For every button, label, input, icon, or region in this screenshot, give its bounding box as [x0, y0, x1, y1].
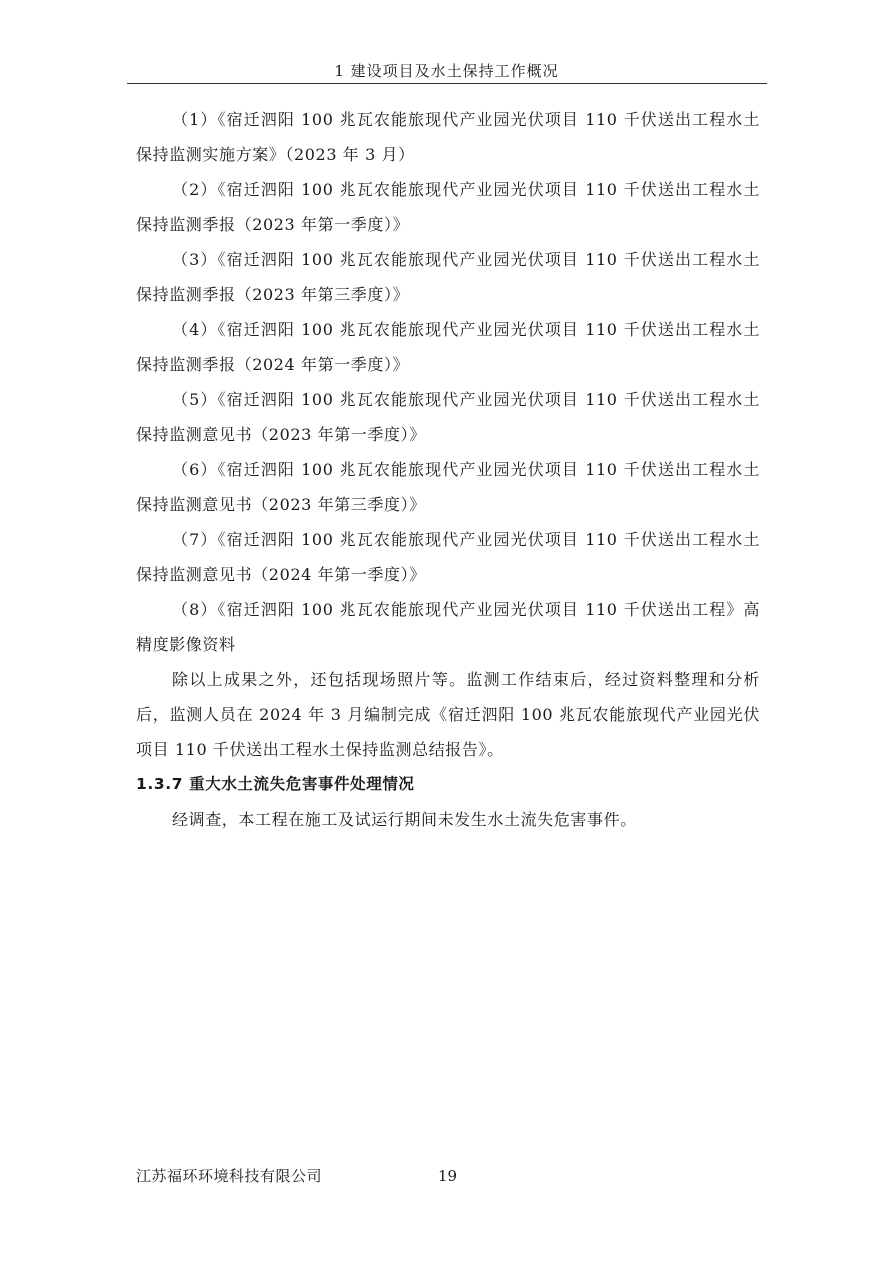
- list-item-1: （1）《宿迁泗阳 100 兆瓦农能旅现代产业园光伏项目 110 千伏送出工程水土保持监测实施方案》（2023 年 3 月）: [136, 110, 760, 164]
- list-item-3: （3）《宿迁泗阳 100 兆瓦农能旅现代产业园光伏项目 110 千伏送出工程水土保持监测季报（2023 年第三季度）》: [136, 250, 760, 304]
- header-divider: [127, 83, 767, 84]
- section-paragraph: 经调查，本工程在施工及试运行期间未发生水土流失危害事件。: [172, 810, 637, 829]
- list-item-7: （7）《宿迁泗阳 100 兆瓦农能旅现代产业园光伏项目 110 千伏送出工程水土保持监测意见书（2024 年第一季度）》: [136, 530, 760, 584]
- list-item-4: （4）《宿迁泗阳 100 兆瓦农能旅现代产业园光伏项目 110 千伏送出工程水土保持监测季报（2024 年第一季度）》: [136, 320, 760, 374]
- list-item-8: （8）《宿迁泗阳 100 兆瓦农能旅现代产业园光伏项目 110 千伏送出工程》高精度影像资料: [136, 600, 760, 654]
- list-item-6: （6）《宿迁泗阳 100 兆瓦农能旅现代产业园光伏项目 110 千伏送出工程水土保持监测意见书（2023 年第三季度）》: [136, 460, 760, 514]
- section-heading: 1.3.7 重大水土流失危害事件处理情况: [136, 775, 415, 793]
- summary-paragraph: 除以上成果之外，还包括现场照片等。监测工作结束后，经过资料整理和分析后，监测人员在 2024 年 3 月编制完成《宿迁泗阳 100 兆瓦农能旅现代产业园光伏项目 110 千伏送出工程水土保持监测总结报告》。: [136, 670, 760, 759]
- footer-company: 江苏福环环境科技有限公司: [136, 1167, 323, 1185]
- page-number: 19: [438, 1167, 458, 1185]
- running-header: 1 建设项目及水土保持工作概况: [334, 62, 559, 80]
- page-body: [136, 102, 760, 837]
- list-item-5: （5）《宿迁泗阳 100 兆瓦农能旅现代产业园光伏项目 110 千伏送出工程水土保持监测意见书（2023 年第一季度）》: [136, 390, 760, 444]
- list-item-2: （2）《宿迁泗阳 100 兆瓦农能旅现代产业园光伏项目 110 千伏送出工程水土保持监测季报（2023 年第一季度）》: [136, 180, 760, 234]
